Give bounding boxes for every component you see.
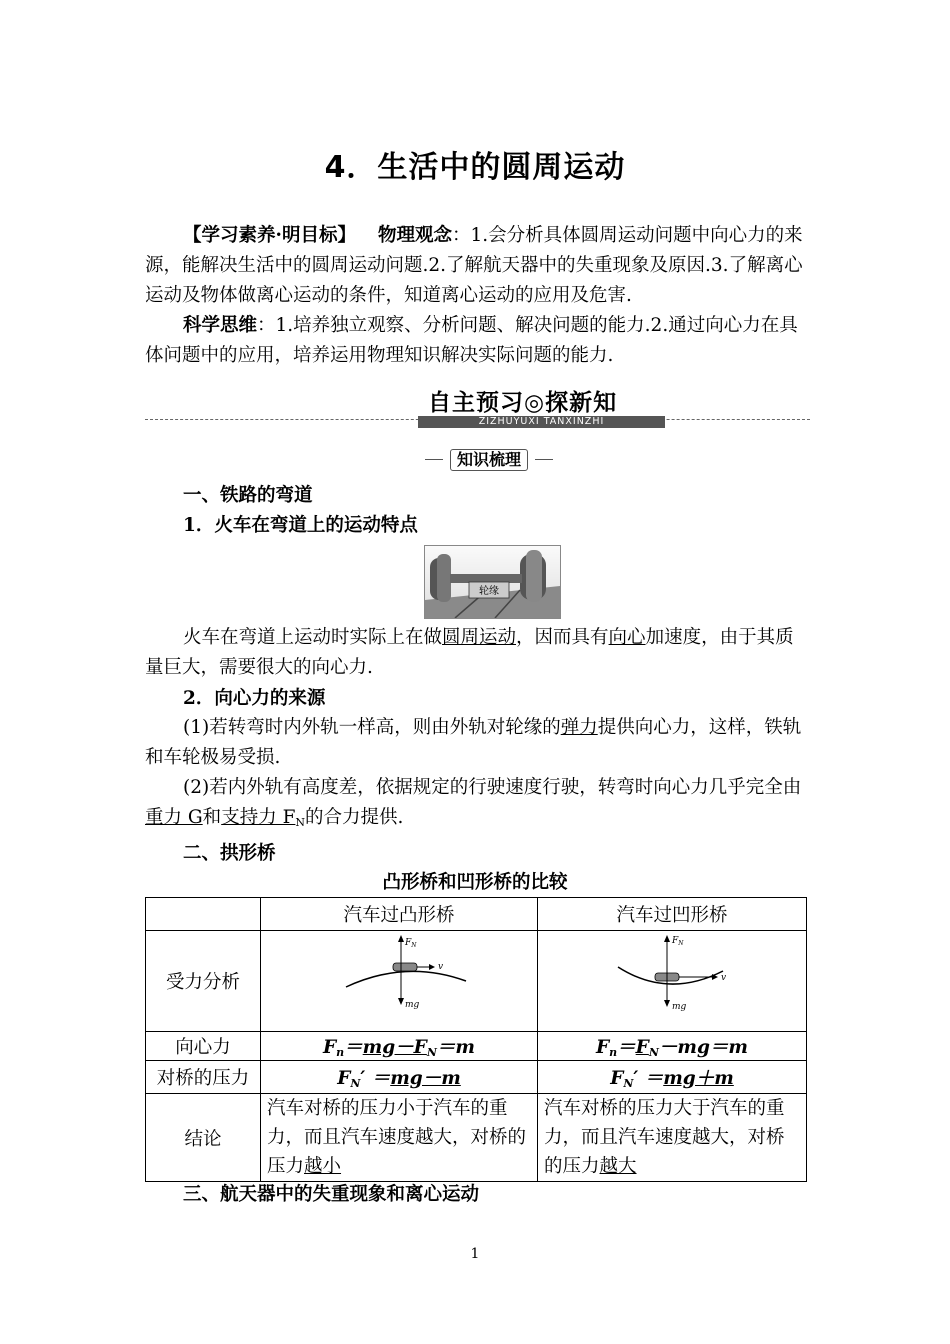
paragraph-train-motion <box>145 623 810 683</box>
convex-bridge-diagram <box>261 931 537 1026</box>
banner-title: 自主预习◎探新知 <box>428 390 618 416</box>
heading-railway: 一、铁路的弯道 <box>183 485 313 506</box>
text-run: ＝ <box>617 1037 636 1058</box>
text-run: －mg＝m <box>658 1037 748 1058</box>
velocity-label: v <box>438 962 444 972</box>
text-run: ＝m <box>436 1037 475 1058</box>
train-wheel-drawing <box>425 546 560 618</box>
text-run: 汽车对桥的压力大于汽车的重力，而且汽车速度越大，对桥的压力 <box>544 1098 785 1177</box>
page-title: 4．生活中的圆周运动 <box>324 150 626 185</box>
subscript: n <box>336 1046 345 1059</box>
text-run: F <box>610 1068 624 1089</box>
answer-larger: 越大 <box>599 1156 637 1177</box>
svg-text:FN <box>404 938 417 949</box>
subheading-force-source: 2．向心力的来源 <box>183 688 326 709</box>
text-run: ′ ＝ <box>360 1068 391 1089</box>
convex-conclusion <box>261 1094 538 1182</box>
table-corner-cell <box>146 898 261 931</box>
subscript: N <box>426 1046 437 1059</box>
row-label-conclusion: 结论 <box>146 1094 261 1182</box>
page-number: 1 <box>470 1246 480 1262</box>
header-concave: 汽车过凹形桥 <box>538 898 807 931</box>
answer-elastic-force: 弹力 <box>560 717 598 738</box>
subscript: n <box>609 1046 618 1059</box>
paragraph-equal-rails <box>145 713 810 773</box>
text-run: ′ ＝ <box>633 1068 664 1089</box>
concave-diagram-cell <box>538 931 807 1032</box>
text-run: ，因而具有 <box>516 627 609 648</box>
text-run: (2)若内外轨有高度差，依据规定的行驶速度行驶，转弯时向心力几乎完全由 <box>183 777 802 798</box>
text-run: F <box>337 1068 351 1089</box>
answer-smaller: 越小 <box>304 1156 342 1177</box>
text-run: 和 <box>202 807 222 828</box>
text-run: 提供向心力，这样，铁轨和车轮极易受损. <box>145 717 802 768</box>
velocity-label: v <box>721 973 727 983</box>
subheading-train-motion: 1．火车在弯道上的运动特点 <box>183 515 418 536</box>
header-convex: 汽车过凸形桥 <box>261 898 538 931</box>
weight-label: mg <box>405 1000 420 1010</box>
concept-label: 物理观念 <box>377 225 452 246</box>
table-row <box>146 1032 807 1061</box>
text-run: 汽车对桥的压力小于汽车的重力，而且汽车速度越大，对桥的压力 <box>267 1098 527 1177</box>
answer-formula: F <box>635 1037 649 1058</box>
answer-formula: mg＋m <box>663 1068 734 1089</box>
fn-label: F <box>672 936 679 946</box>
table-header-row <box>146 898 807 931</box>
goals-label: 【学习素养·明目标】 <box>183 225 356 246</box>
learning-goals-concept <box>145 221 810 311</box>
banner-subtitle: ZIZHUYUXI TANXINZHI <box>418 416 665 428</box>
text-run: 火车在弯道上运动时实际上在做 <box>183 627 443 648</box>
learning-goals-thinking <box>145 311 810 371</box>
paragraph-banked-rails <box>145 773 810 838</box>
row-label-force-analysis: 受力分析 <box>146 931 261 1032</box>
text-run: 的合力提供. <box>305 807 404 828</box>
convex-centripetal <box>261 1032 538 1061</box>
bridge-comparison-table <box>145 897 807 1182</box>
table-row <box>146 931 807 1032</box>
thinking-text: ：1.培养独立观察、分析问题、解决问题的能力.2.通过向心力在具体问题中的应用，培养运用物理知识解决实际问题的能力. <box>145 315 798 366</box>
row-label-pressure: 对桥的压力 <box>146 1061 261 1094</box>
weight-label: mg <box>672 1002 687 1012</box>
concave-bridge-diagram <box>538 931 806 1026</box>
text-run: F <box>596 1037 610 1058</box>
heading-arch-bridge: 二、拱形桥 <box>183 843 276 864</box>
answer-formula: mg－F <box>362 1037 427 1058</box>
answer-circular-motion: 圆周运动 <box>442 627 517 648</box>
heading-weightlessness: 三、航天器中的失重现象和离心运动 <box>183 1184 480 1205</box>
text-run: (1)若转弯时内外轨一样高，则由外轨对轮缘的 <box>183 717 561 738</box>
subscript: N <box>295 816 306 829</box>
text-run: 加速度，由于其质量巨大，需要很大的向心力. <box>145 627 794 678</box>
fn-subscript: N <box>678 940 684 947</box>
table-row <box>146 1061 807 1094</box>
answer-support-force: 支持力 F <box>221 807 296 828</box>
thinking-label: 科学思维 <box>183 315 258 336</box>
convex-pressure <box>261 1061 538 1094</box>
train-wheel-image <box>424 545 561 619</box>
table-title: 凸形桥和凹形桥的比较 <box>382 872 568 893</box>
answer-centripetal: 向心 <box>608 627 646 648</box>
concave-pressure <box>538 1061 807 1094</box>
subscript: N <box>623 1077 634 1090</box>
table-row <box>146 1094 807 1182</box>
svg-text:FN <box>671 936 684 947</box>
fn-label: F <box>405 938 412 948</box>
section-tag-label: 知识梳理 <box>450 449 528 471</box>
fn-subscript: N <box>411 942 417 949</box>
convex-diagram-cell <box>261 931 538 1032</box>
subscript: N <box>648 1046 659 1059</box>
section-tag <box>425 448 553 472</box>
text-run: ＝ <box>344 1037 363 1058</box>
text-run: F <box>323 1037 337 1058</box>
answer-gravity: 重力 G <box>145 807 203 828</box>
wheel-flange-label: 轮缘 <box>479 586 499 597</box>
row-label-centripetal: 向心力 <box>146 1032 261 1061</box>
concept-text: ：1.会分析具体圆周运动问题中向心力的来源，能解决生活中的圆周运动问题.2.了解航天器中的失重现象及原因.3.了解离心运动及物体做离心运动的条件，知道离心运动的应用及危害. <box>145 225 803 306</box>
answer-formula: mg－m <box>390 1068 461 1089</box>
concave-centripetal <box>538 1032 807 1061</box>
subscript: N <box>350 1077 361 1090</box>
concave-conclusion <box>538 1094 807 1182</box>
